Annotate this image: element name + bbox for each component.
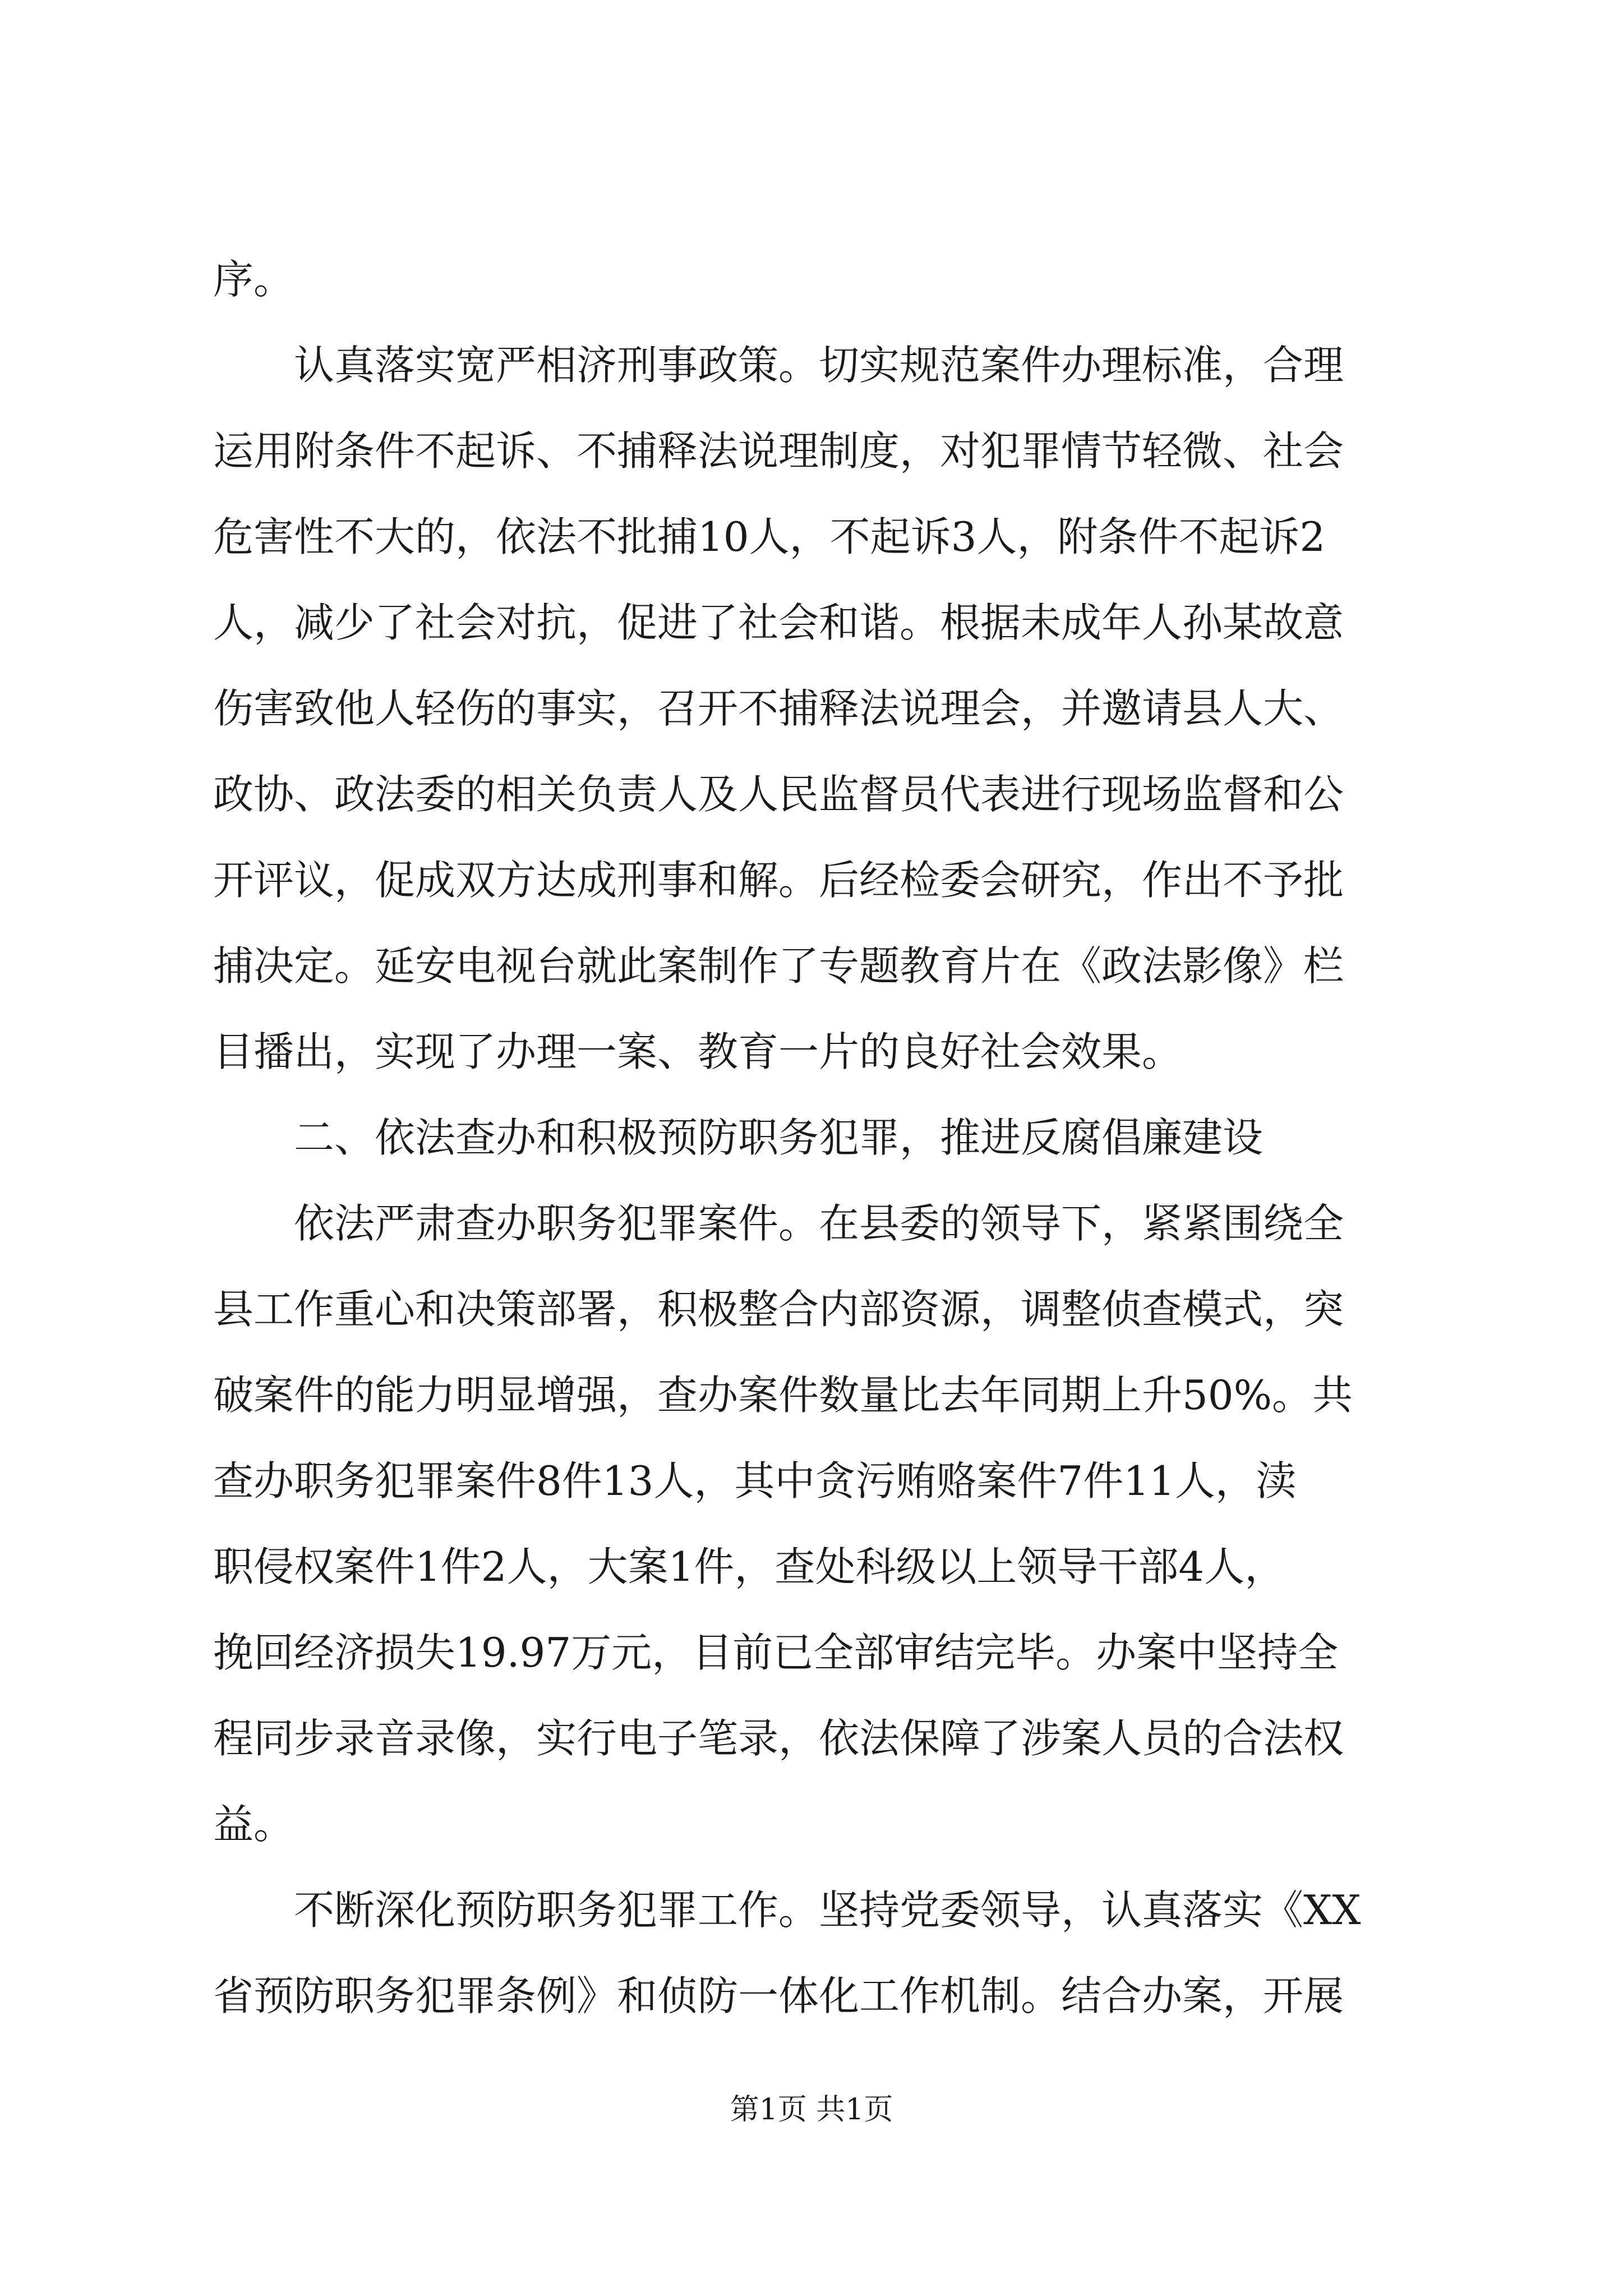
body-text-line: 程同步录音录像，实行电子笔录，依法保障了涉案人员的合法权 xyxy=(213,1715,1344,1762)
body-text-line: 运用附条件不起诉、不捕释法说理制度，对犯罪情节轻微、社会 xyxy=(213,427,1344,475)
body-text-line: 益。 xyxy=(213,1801,294,1848)
body-text-line: 省预防职务犯罪条例》和侦防一体化工作机制。结合办案，开展 xyxy=(213,1972,1344,2019)
body-text-line: 危害性不大的，依法不批捕10人，不起诉3人，附条件不起诉2 xyxy=(213,513,1326,560)
body-text-line: 县工作重心和决策部署，积极整合内部资源，调整侦查模式，突 xyxy=(213,1286,1344,1333)
body-text-line: 依法严肃查办职务犯罪案件。在县委的领导下，紧紧围绕全 xyxy=(213,1200,1344,1247)
body-text-line: 目播出，实现了办理一案、教育一片的良好社会效果。 xyxy=(213,1028,1183,1075)
body-text-line: 伤害致他人轻伤的事实，召开不捕释法说理会，并邀请县人大、 xyxy=(213,685,1344,732)
body-text-line: 职侵权案件1件2人，大案1件，查处科级以上领导干部4人， xyxy=(213,1543,1285,1590)
body-text-line: 人，减少了社会对抗，促进了社会和谐。根据未成年人孙某故意 xyxy=(213,599,1344,646)
section-heading: 二、依法查办和积极预防职务犯罪，推进反腐倡廉建设 xyxy=(213,1114,1264,1161)
body-text-line: 挽回经济损失19.97万元，目前已全部审结完毕。办案中坚持全 xyxy=(213,1629,1339,1676)
body-text-line: 认真落实宽严相济刑事政策。切实规范案件办理标准，合理 xyxy=(213,342,1344,389)
body-text-line: 政协、政法委的相关负责人及人民监督员代表进行现场监督和公 xyxy=(213,771,1344,818)
page-footer: 第1页 共1页 xyxy=(730,2093,893,2127)
body-text-line: 不断深化预防职务犯罪工作。坚持党委领导，认真落实《XX xyxy=(213,1887,1361,1934)
body-text-line: 破案件的能力明显增强，查办案件数量比去年同期上升50%。共 xyxy=(213,1372,1353,1419)
body-text-line: 开评议，促成双方达成刑事和解。后经检委会研究，作出不予批 xyxy=(213,857,1344,904)
body-text-line: 捕决定。延安电视台就此案制作了专题教育片在《政法影像》栏 xyxy=(213,942,1344,990)
body-text-line: 序。 xyxy=(213,256,294,303)
body-text-line: 查办职务犯罪案件8件13人，其中贪污贿赂案件7件11人，渎 xyxy=(213,1457,1296,1504)
